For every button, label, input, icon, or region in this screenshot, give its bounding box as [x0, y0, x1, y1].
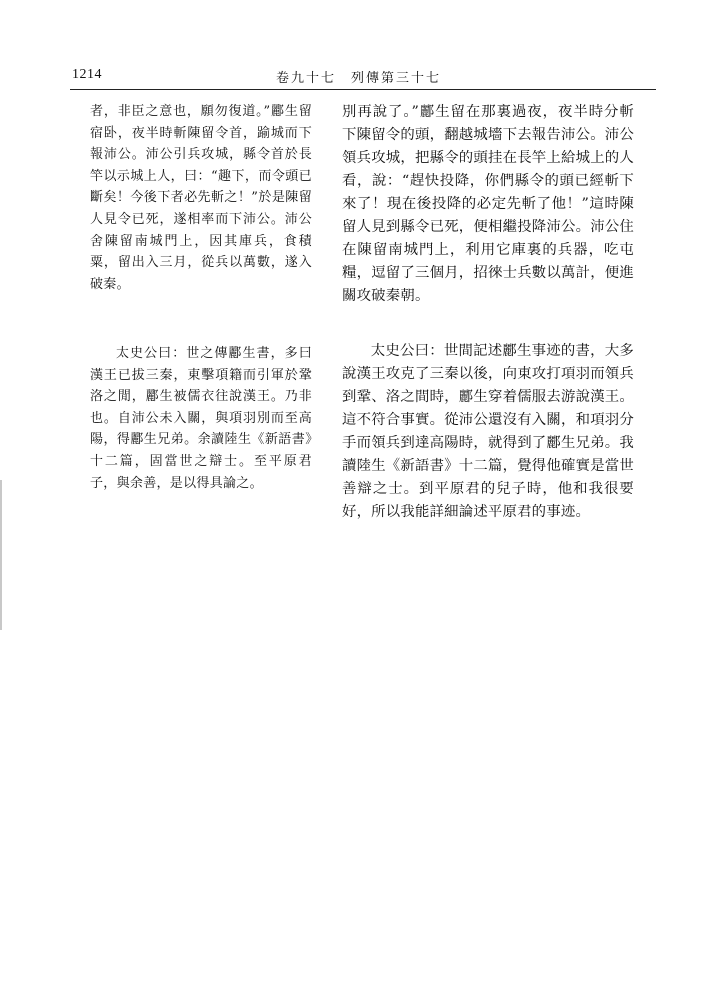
- page-number: 1214: [72, 67, 102, 82]
- classical-commentary-column: [90, 343, 312, 494]
- classical-text-column: [90, 101, 312, 295]
- classical-paragraph-2: 太史公曰：世之傳酈生書，多曰漢王已拔三秦，東擊項籍而引軍於鞏洛之閒，酈生被儒衣往說漢王。乃非也。自沛公未入關，與項羽別而至高陽，得酈生兄弟。余讀陸生《新語書》十二篇，固當世之辯士。至平原君子，與余善，是以得具論之。: [90, 346, 312, 491]
- vernacular-commentary-column: [342, 340, 634, 524]
- vernacular-text-column: [342, 101, 634, 308]
- classical-paragraph-1: 者，非臣之意也，願勿復道。”酈生留宿卧，夜半時斬陳留令首，踰城而下報沛公。沛公引兵攻城，縣令首於長竿以示城上人，曰：“趣下，而令頭已斷矣！今後下者必先斬之！”於是陳留人見令已死，遂相率而下沛公。沛公舍陳留南城門上，因其庫兵，食積粟，留出入三月，從兵以萬數，遂入破秦。: [90, 104, 312, 292]
- scan-edge-shadow: [0, 480, 2, 630]
- header-rule: [70, 89, 656, 90]
- vernacular-paragraph-1: 別再說了。”酈生留在那裏過夜，夜半時分斬下陳留令的頭，翻越城墻下去報告沛公。沛公領兵攻城，把縣令的頭挂在長竿上給城上的人看，說：“趕快投降，你們縣令的頭已經斬下來了！現在後投降的必定先斬了他！”這時陳留人見到縣令已死，便相繼投降沛公。沛公住在陳留南城門上，利用它庫裏的兵器，吃屯糧，逗留了三個月，招徠士兵數以萬計，便進關攻破秦朝。: [342, 104, 634, 304]
- running-head: 卷九十七 列傳第三十七: [276, 71, 442, 86]
- vernacular-paragraph-2: 太史公曰：世間記述酈生事迹的書，大多說漢王攻克了三秦以後，向東攻打項羽而領兵到鞏、洛之間時，酈生穿着儒服去游說漢王。這不符合事實。從沛公還沒有入關，和項羽分手而領兵到達高陽時，就得到了酈生兄弟。我讀陸生《新語書》十二篇，覺得他確實是當世善辯之士。到平原君的兒子時，他和我很要好，所以我能詳細論述平原君的事迹。: [342, 343, 634, 520]
